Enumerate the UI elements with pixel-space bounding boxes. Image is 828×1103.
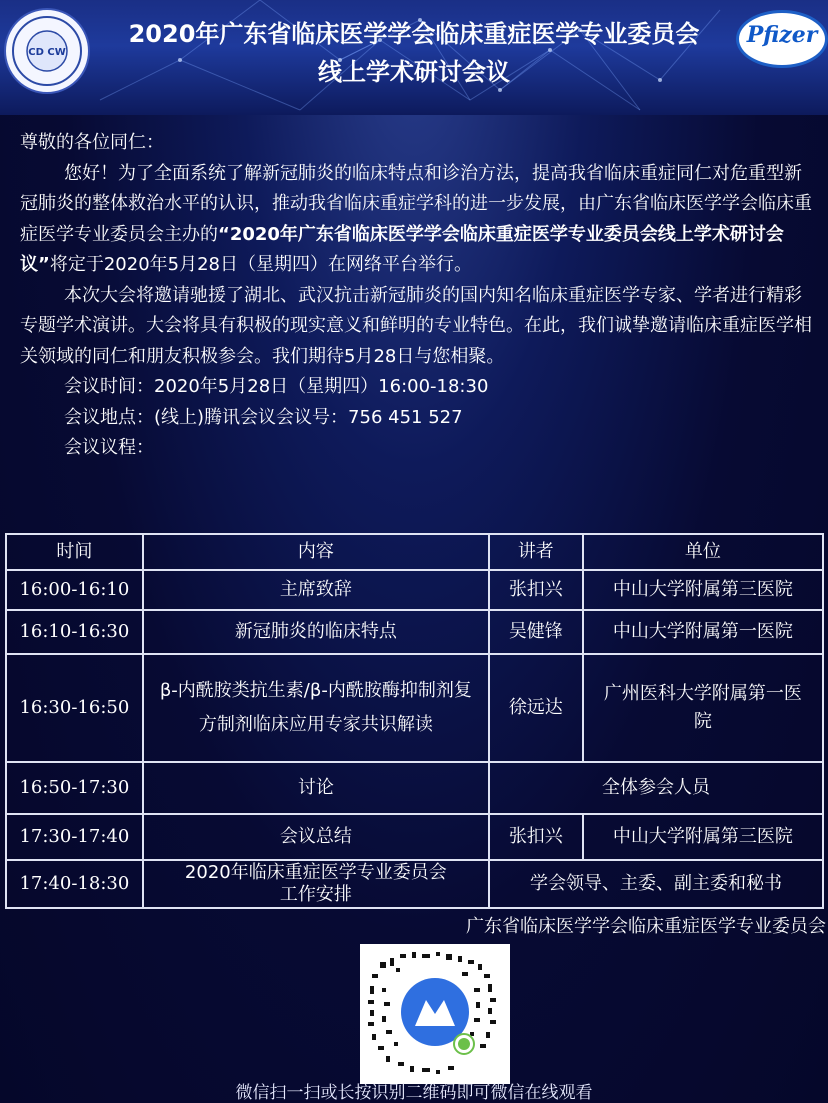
table-row bbox=[6, 860, 823, 908]
row-content: 主席致辞 bbox=[143, 570, 489, 610]
society-logo bbox=[4, 8, 90, 94]
row-time: 17:30-17:40 bbox=[6, 814, 143, 860]
row-time: 16:00-16:10 bbox=[6, 570, 143, 610]
page-title-line2: 线上学术研讨会议 bbox=[318, 58, 510, 86]
header-speaker: 讲者 bbox=[489, 534, 583, 570]
table-row bbox=[6, 610, 823, 654]
header-unit: 单位 bbox=[583, 534, 823, 570]
organizer-signature: 广东省临床医学学会临床重症医学专业委员会 bbox=[466, 916, 826, 937]
table-row bbox=[6, 762, 823, 814]
row-unit: 全体参会人员 bbox=[489, 762, 823, 814]
qr-code-graphic bbox=[360, 944, 510, 1084]
row-content: 讨论 bbox=[143, 762, 489, 814]
row-unit: 中山大学附属第三医院 bbox=[583, 570, 823, 610]
intro-text: 您好！为了全面系统了解新冠肺炎的临床特点和诊治方法，提高我省临床重症同仁对危重型新冠肺炎的整体救治水平的认识，推动我省临床重症学科的进一步发展，由广东省临床医学学会临床重症医学专业委员会主办的 bbox=[20, 162, 812, 245]
row-speaker: 张扣兴 bbox=[489, 570, 583, 610]
row-unit: 广州医科大学附属第一医院 bbox=[583, 654, 823, 762]
row-content: β-内酰胺类抗生素/β-内酰胺酶抑制剂复方制剂临床应用专家共识解读 bbox=[143, 654, 489, 762]
pfizer-logo bbox=[736, 10, 828, 68]
row-speaker: 徐远达 bbox=[489, 654, 583, 762]
agenda-label: 会议议程： bbox=[64, 437, 154, 458]
qr-caption: 微信扫一扫或长按识别二维码即可微信在线观看 bbox=[235, 1083, 593, 1103]
row-time: 16:50-17:30 bbox=[6, 762, 143, 814]
table-row bbox=[6, 654, 823, 762]
meeting-time: 会议时间：2020年5月28日（星期四）16:00-18:30 bbox=[64, 376, 489, 397]
pfizer-logo-text: Pfizer bbox=[746, 22, 818, 48]
row-content: 2020年临床重症医学专业委员会工作安排 bbox=[143, 860, 489, 908]
paragraph-invitation: 本次大会将邀请驰援了湖北、武汉抗击新冠肺炎的国内知名临床重症医学专家、学者进行精彩专题学术演讲。大会将具有积极的现实意义和鲜明的专业特色。在此，我们诚挚邀请临床重症医学相关领域的同仁和朋友积极参会。我们期待5月28日与您相聚。 bbox=[20, 284, 812, 367]
intro-text-tail: 将定于2020年5月28日（星期四）在网络平台举行。 bbox=[49, 254, 473, 275]
wechat-qr-code[interactable] bbox=[360, 944, 510, 1084]
conference-name-highlight: “2020年广东省临床医学学会临床重症医学专业委员会线上学术研讨会议” bbox=[20, 223, 784, 275]
row-time: 16:10-16:30 bbox=[6, 610, 143, 654]
agenda-header-row bbox=[6, 534, 823, 570]
header-banner bbox=[0, 0, 828, 115]
row-speaker: 吴健锋 bbox=[489, 610, 583, 654]
row-speaker: 张扣兴 bbox=[489, 814, 583, 860]
row-unit: 中山大学附属第三医院 bbox=[583, 814, 823, 860]
row-unit: 学会领导、主委、副主委和秘书 bbox=[489, 860, 823, 908]
row-time: 16:30-16:50 bbox=[6, 654, 143, 762]
row-unit: 中山大学附属第一医院 bbox=[583, 610, 823, 654]
paragraph-intro bbox=[20, 159, 816, 281]
meeting-place: 会议地点：(线上)腾讯会议会议号：756 451 527 bbox=[64, 406, 463, 428]
row-content: 会议总结 bbox=[143, 814, 489, 860]
table-row bbox=[6, 570, 823, 610]
agenda-table bbox=[5, 533, 824, 909]
society-logo-text: CD CW bbox=[28, 47, 66, 58]
table-row bbox=[6, 814, 823, 860]
row-content: 新冠肺炎的临床特点 bbox=[143, 610, 489, 654]
page-title-line1: 2020年广东省临床医学学会临床重症医学专业委员会 bbox=[128, 20, 700, 48]
row-time: 17:40-18:30 bbox=[6, 860, 143, 908]
invitation-letter bbox=[20, 128, 816, 464]
header-time: 时间 bbox=[6, 534, 143, 570]
greeting: 尊敬的各位同仁： bbox=[20, 132, 164, 153]
header-content: 内容 bbox=[143, 534, 489, 570]
